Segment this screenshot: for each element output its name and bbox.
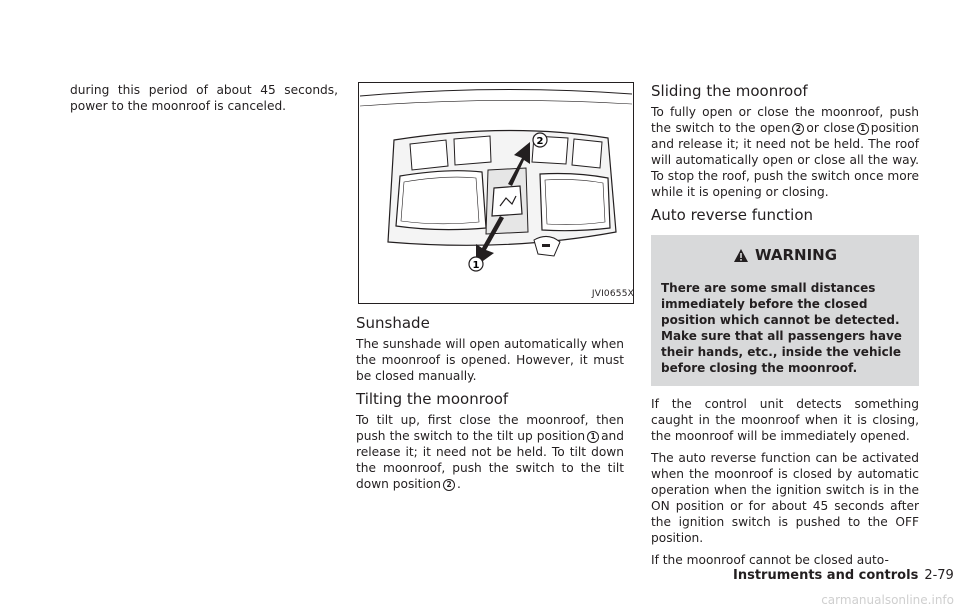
auto-reverse-paragraph-2: The auto reverse function can be activated when the moonroof is closed by automatic operation when the ignition switch is in the ON position or for about 45 seconds after the ignition switch is pushed to the OFF position. [651, 451, 919, 545]
continued-paragraph: during this period of about 45 seconds, power to the moonroof is canceled. [70, 83, 338, 113]
column-right [651, 82, 919, 574]
page-footer [733, 568, 954, 583]
moonroof-switch-figure [358, 82, 634, 304]
auto-reverse-paragraph-1: If the control unit detects something caught in the moonroof when it is closing, the moonroof will be immediately opened. [651, 397, 919, 443]
watermark: carmanualsonline.info [821, 593, 954, 607]
warning-triangle-icon [733, 248, 749, 266]
position-2-marker: 2 [792, 123, 804, 135]
sunshade-heading: Sunshade [356, 314, 430, 332]
column-left [70, 82, 338, 120]
sliding-heading: Sliding the moonroof [651, 82, 808, 100]
tilting-paragraph: To tilt up, first close the moonroof, then push the switch to the tilt up position 1 and release it; it need not be held. To tilt down the moonroof, push the switch to the tilt down position 2 . [356, 413, 624, 491]
sunshade-paragraph: The sunshade will open automatically when the moonroof is opened. However, it must be closed manually. [356, 337, 624, 383]
warning-title: WARNING [754, 246, 838, 264]
page-number: 2-79 [924, 568, 954, 583]
position-1-marker: 1 [587, 431, 599, 443]
figure-code: JVI0655X [591, 289, 634, 299]
position-1-marker: 1 [857, 123, 869, 135]
auto-reverse-heading: Auto reverse function [651, 206, 814, 224]
tilting-heading: Tilting the moonroof [356, 390, 509, 408]
warning-text: There are some small distances immediately before the closed position which cannot be detected. Make sure that all passengers have their hands, etc., inside the vehicle before closing the moonroof. [661, 281, 902, 375]
warning-header [661, 247, 909, 266]
column-middle [356, 82, 634, 498]
warning-box [651, 235, 919, 386]
moonroof-switch-illustration [358, 82, 634, 304]
auto-reverse-paragraph-3: If the moonroof cannot be closed auto- [651, 553, 889, 567]
position-2-marker: 2 [443, 479, 455, 491]
sliding-paragraph: To fully open or close the moonroof, push the switch to the open 2 or close 1 position and release it; it need not be held. The roof will automatically open or close all the way. To stop the roof, push the switch once more while it is opening or closing. [651, 105, 920, 199]
callout-2: 2 [536, 136, 544, 147]
footer-section-title: Instruments and controls [733, 568, 919, 583]
callout-1: 1 [472, 260, 480, 271]
